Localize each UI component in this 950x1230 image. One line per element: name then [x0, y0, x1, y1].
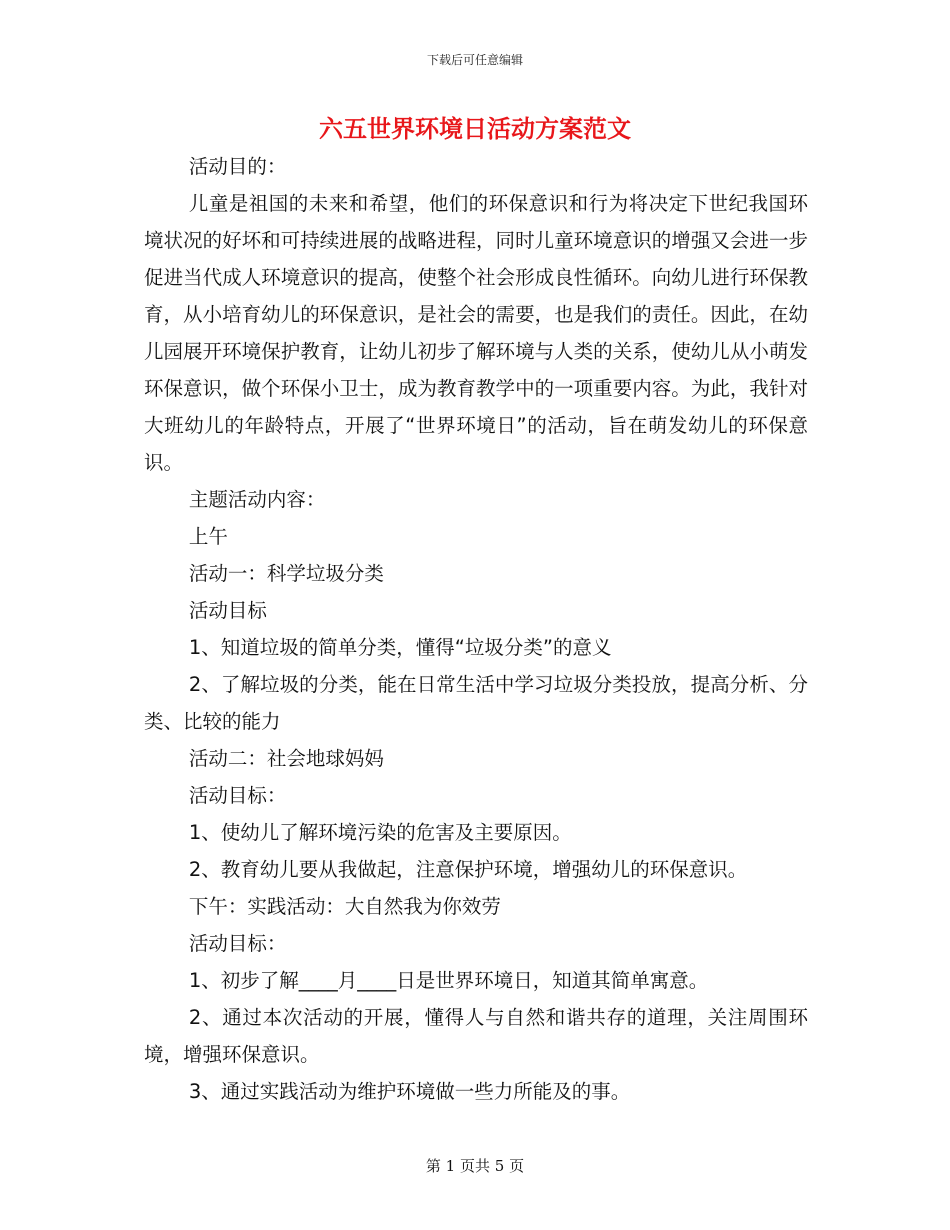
page-header: 下载后可任意编辑 [426, 53, 523, 67]
document-body [144, 148, 808, 1110]
afternoon-heading: 下午：实践活动：大自然我为你效劳 [188, 895, 501, 918]
purpose-heading: 活动目的： [188, 155, 287, 178]
afternoon-goals-heading: 活动目标： [188, 932, 287, 955]
theme-content-heading: 主题活动内容： [188, 488, 326, 511]
afternoon-goal-3: 3、通过实践活动为维护环境做一些力所能及的事。 [188, 1080, 631, 1103]
activity-one-goal-2: 2、了解垃圾的分类，能在日常生活中学习垃圾分类投放，提高分析、分类、比较的能力 [144, 673, 808, 733]
afternoon-goal-2: 2、通过本次活动的开展，懂得人与自然和谐共存的道理，关注周围环境，增强环保意识。 [144, 1006, 808, 1066]
activity-two-goal-2: 2、教育幼儿要从我做起，注意保护环境，增强幼儿的环保意识。 [188, 858, 748, 881]
afternoon-goal-1: 1、初步了解____月____日是世界环境日，知道其简单寓意。 [188, 969, 709, 992]
activity-two-goal-1: 1、使幼儿了解环境污染的危害及主要原因。 [188, 821, 572, 844]
activity-two-goals-heading: 活动目标： [188, 784, 287, 807]
purpose-paragraph: 儿童是祖国的未来和希望，他们的环保意识和行为将决定下世纪我国环境状况的好坏和可持续进展的战略进程，同时儿童环境意识的增强又会进一步促进当代成人环境意识的提高，使整个社会形成良性循环。向幼儿进行环保教育，从小培育幼儿的环保意识，是社会的需要，也是我们的责任。因此，在幼儿园展开环境保护教育，让幼儿初步了解环境与人类的关系，使幼儿从小萌发环保意识，做个环保小卫士，成为教育教学中的一项重要内容。为此，我针对大班幼儿的年龄特点，开展了“世界环境日”的活动，旨在萌发幼儿的环保意识。 [144, 192, 808, 474]
morning-heading: 上午 [188, 525, 228, 548]
activity-one-heading: 活动一：科学垃圾分类 [188, 562, 384, 585]
activity-one-goal-1: 1、知道垃圾的简单分类，懂得“垃圾分类”的意义 [188, 636, 612, 659]
document-title: 六五世界环境日活动方案范文 [319, 115, 631, 143]
page-footer: 第 1 页共 5 页 [425, 1157, 525, 1175]
activity-two-heading: 活动二：社会地球妈妈 [188, 747, 384, 770]
activity-one-goals-heading: 活动目标 [188, 599, 267, 622]
